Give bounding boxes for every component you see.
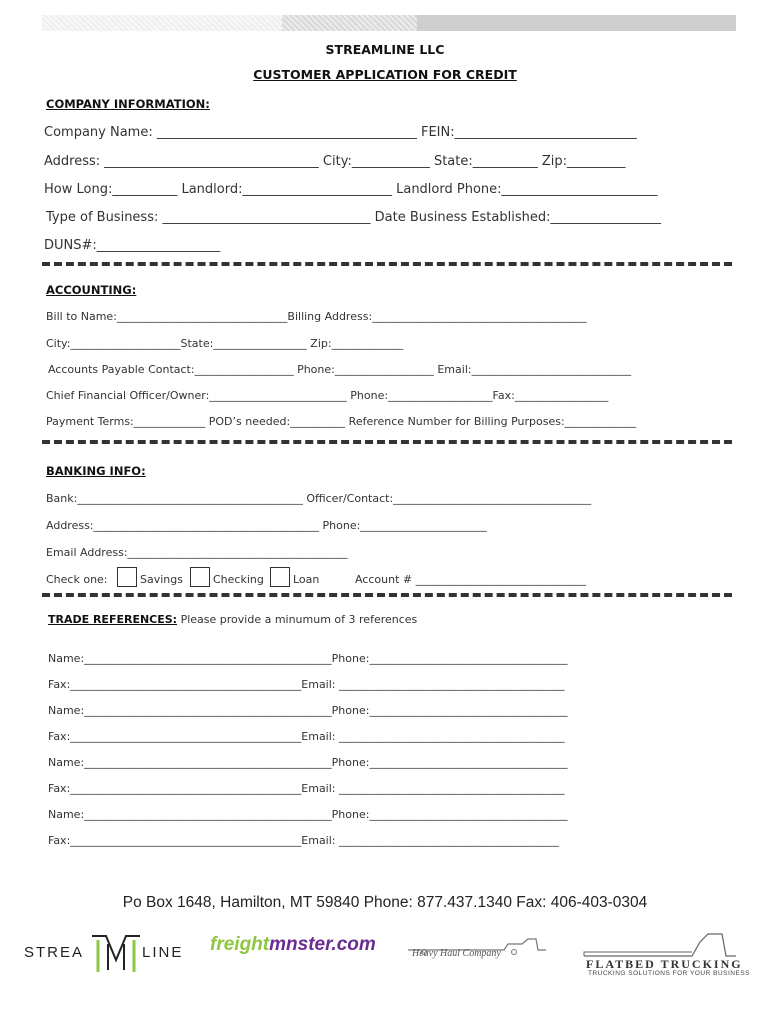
- header-decoration-bar: [42, 15, 736, 31]
- banking-heading: BANKING INFO:: [46, 464, 146, 478]
- company-name-fein-field[interactable]: Company Name: ________________________________________ FEIN:____________________________: [44, 125, 637, 140]
- accounts-payable-contact-field[interactable]: Accounts Payable Contact:__________________ Phone:__________________ Email:_____________________________: [48, 363, 632, 376]
- bank-officer-field[interactable]: Bank:_________________________________________ Officer/Contact:____________________________________: [46, 492, 592, 505]
- reference-4-name-phone[interactable]: Name:_____________________________________________Phone:____________________________________: [48, 808, 568, 821]
- streamline-logo: STREA LINE: [24, 930, 184, 978]
- section-divider: [42, 262, 732, 266]
- cfo-owner-field[interactable]: Chief Financial Officer/Owner:_________________________ Phone:___________________Fax:_________________: [46, 389, 609, 402]
- trade-references-heading: TRADE REFERENCES:: [48, 613, 178, 626]
- section-divider: [42, 440, 732, 444]
- how-long-landlord-field[interactable]: How Long:__________ Landlord:_______________________ Landlord Phone:________________________: [44, 182, 658, 197]
- reference-2-fax-email[interactable]: Fax:__________________________________________Email: _________________________________________: [48, 730, 565, 743]
- address-city-state-zip-field[interactable]: Address: _________________________________ City:____________ State:__________ Zip:_________: [44, 154, 626, 169]
- accounting-heading: ACCOUNTING:: [46, 283, 137, 297]
- check-one-label: Check one:: [46, 573, 108, 586]
- footer-address: Po Box 1648, Hamilton, MT 59840 Phone: 877.437.1340 Fax: 406-403-0304: [122, 894, 648, 911]
- reference-4-fax-email[interactable]: Fax:__________________________________________Email: ________________________________________: [48, 834, 559, 847]
- section-divider: [42, 593, 732, 597]
- reference-1-name-phone[interactable]: Name:_____________________________________________Phone:____________________________________: [48, 652, 568, 665]
- form-title: CUSTOMER APPLICATION FOR CREDIT: [253, 67, 517, 82]
- savings-label: Savings: [140, 573, 183, 586]
- flatbed-trucking-logo: FLATBED TRUCKING TRUCKING SOLUTIONS FOR YOUR BUSINESS: [582, 930, 738, 978]
- reference-1-fax-email[interactable]: Fax:__________________________________________Email: _________________________________________: [48, 678, 565, 691]
- company-title: STREAMLINE LLC: [325, 42, 445, 57]
- freightmonster-logo: freightmnster.com: [210, 934, 376, 955]
- duns-field[interactable]: DUNS#:___________________: [44, 238, 221, 253]
- loan-label: Loan: [293, 573, 320, 586]
- reference-2-name-phone[interactable]: Name:_____________________________________________Phone:____________________________________: [48, 704, 568, 717]
- streamline-m-emblem: [86, 930, 146, 978]
- savings-checkbox[interactable]: [117, 567, 137, 587]
- payment-terms-field[interactable]: Payment Terms:_____________ POD’s needed:__________ Reference Number for Billing Purposes:_____________: [46, 415, 637, 428]
- bill-to-name-field[interactable]: Bill to Name:_______________________________Billing Address:_______________________________________: [46, 310, 587, 323]
- trade-references-header: [48, 613, 417, 626]
- bank-email-field[interactable]: Email Address:________________________________________: [46, 546, 348, 559]
- type-of-business-field[interactable]: Type of Business: ________________________________ Date Business Established:_________________: [46, 210, 661, 225]
- heavy-haul-logo: Heavy Haul Company: [404, 936, 549, 970]
- reference-3-fax-email[interactable]: Fax:__________________________________________Email: _________________________________________: [48, 782, 565, 795]
- checking-label: Checking: [213, 573, 264, 586]
- trade-references-note: Please provide a minumum of 3 references: [180, 613, 418, 626]
- company-info-heading: COMPANY INFORMATION:: [46, 97, 210, 111]
- city-state-zip-field[interactable]: City:____________________State:_________________ Zip:_____________: [46, 337, 404, 350]
- checking-checkbox[interactable]: [190, 567, 210, 587]
- account-number-field[interactable]: Account # _______________________________: [355, 573, 587, 586]
- reference-3-name-phone[interactable]: Name:_____________________________________________Phone:____________________________________: [48, 756, 568, 769]
- bank-address-phone-field[interactable]: Address:_________________________________________ Phone:_______________________: [46, 519, 487, 532]
- flatbed-truck-icon: [582, 930, 738, 960]
- loan-checkbox[interactable]: [270, 567, 290, 587]
